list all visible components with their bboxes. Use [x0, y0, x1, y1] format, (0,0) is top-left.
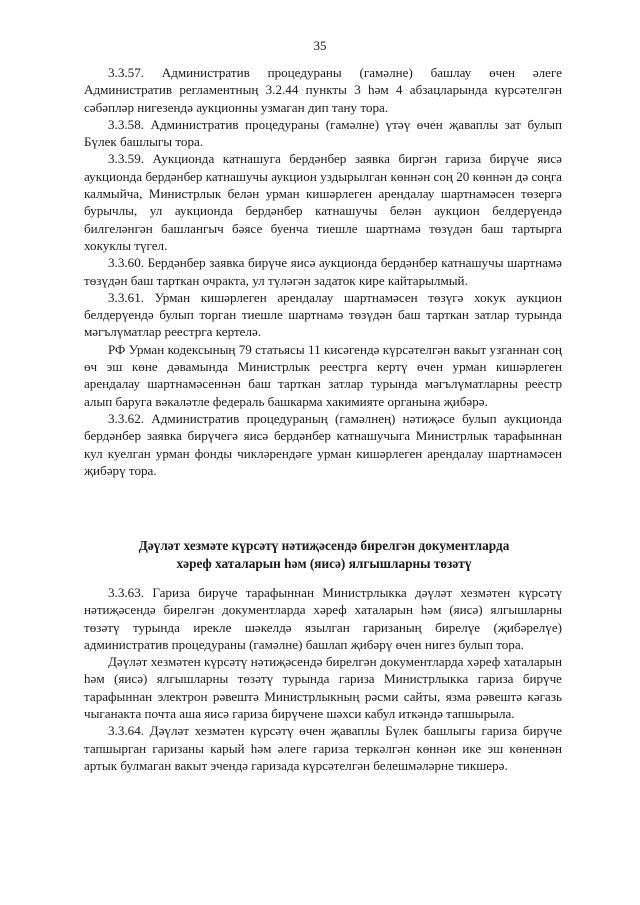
body-text-top [84, 64, 562, 479]
section-heading [70, 537, 578, 573]
section-heading-line-1: Дәүләт хезмәте күрсәтү нәтиҗәсендә бирелгән документларда [138, 538, 510, 553]
paragraph-3-3-58: 3.3.58. Административ процедураны (гамәлне) үтәү өчен җаваплы зат булып Бүлек башлыгы тора. [84, 116, 562, 150]
paragraph-3-3-63: 3.3.63. Гариза бирүче тарафыннан Министрлыкка дәүләт хезмәтен күрсәтү нәтиҗәсендә бирелгән документларда хәреф хаталарын һәм (яисә) ялгышларны төзәтү турында ирекле шәкелдә язылган гаризаның бирелүе (җибәрелүе) административ процедураны (гамәлне) башлап җибәрү өчен нигез булып тора. [84, 585, 562, 652]
paragraph-submission-methods: Дәүләт хезмәтен күрсәтү нәтиҗәсендә бирелгән документларда хәреф хаталарын һәм (яисә) ялгышларны төзәтү турында гариза Министрлыкка гариза бирүче тарафыннан электрон рәвештә Министрлыкның рәсми сайты, язма рәвештә кәгазь чыганакта почта аша яисә гариза бирүчене шәхси кабул иткәндә тапшырыла. [84, 654, 562, 722]
paragraph-forest-code: РФ Урман кодексының 79 статьясы 11 кисәгендә күрсәтелгән вакыт узганнан соң өч эш көне дәвамында Министрлык реестрга кертү өчен урман кишәрлеген арендалау шартнамәсеннән баш тарткан затлар турында мәгълүматларны реестр алып баруга вәкаләтле федераль башкарма хакимияте органына җибәрә. [84, 341, 562, 409]
section-heading-line-2: хәреф хаталарын һәм (яисә) ялгышларны төзәтү [176, 556, 472, 571]
paragraph-3-3-61: 3.3.61. Урман кишәрлеген арендалау шартнамәсен төзүгә хокук аукцион белдерүендә булып торган тиешле шартнамә төзүдән баш тарткан затлар турында мәгълүматлар реестрга кертелә. [84, 289, 562, 340]
paragraph-3-3-64: 3.3.64. Дәүләт хезмәтен күрсәтү өчен җаваплы Бүлек башлыгы гариза бирүче тапшырган гаризаны карый һәм әлеге гариза теркәлгән көннән ике эш көненнән артык булмаган вакыт эчендә гаризада күрсәтелгән белешмәләрне тикшерә. [84, 723, 562, 773]
paragraph-3-3-60: 3.3.60. Бердәнбер заявка бирүче яисә аукционда бердәнбер катнашучы шартнамә төзүдән баш тарткан очракта, ул түләгән задаток кире кайтарылмый. [84, 255, 562, 288]
paragraph-3-3-59: 3.3.59. Аукционда катнашуга бердәнбер заявка биргән гариза бирүче яисә аукционда бердәнбер катнашучы аукцион уздырылган көннән соң 20 көннән дә соңга калмыйча, Министрлык белән урман кишәрлеген арендалау шартнамәсен төзергә бурычлы, ул аукционда бердәнбер катнашучы белән аукцион белдерүендә билгеләнгән башлангыч бәясе буенча тиешле шартнамә төзүдән баш тартырга хокуклы түгел. [84, 151, 562, 253]
paragraph-3-3-62: 3.3.62. Административ процедураның (гамәлнең) нәтиҗәсе булып аукционда бердәнбер заявка бирүчегә яисә бердәнбер катнашучыга Министрлык тарафыннан кул куелган урман фонды чикләрендәге урман кишәрлеген арендалау шартнамәсен җибәрү тора. [84, 410, 562, 478]
body-text-bottom [84, 584, 562, 774]
page-number: 35 [313, 38, 327, 53]
paragraph-3-3-57: 3.3.57. Административ процедураны (гамәлне) башлау өчен әлеге Административ регламентның 3.2.44 пункты 3 һәм 4 абзацларында күрсәтелгән сәбәпләр нигезендә аукционны узмаган дип тану тора. [84, 65, 562, 115]
